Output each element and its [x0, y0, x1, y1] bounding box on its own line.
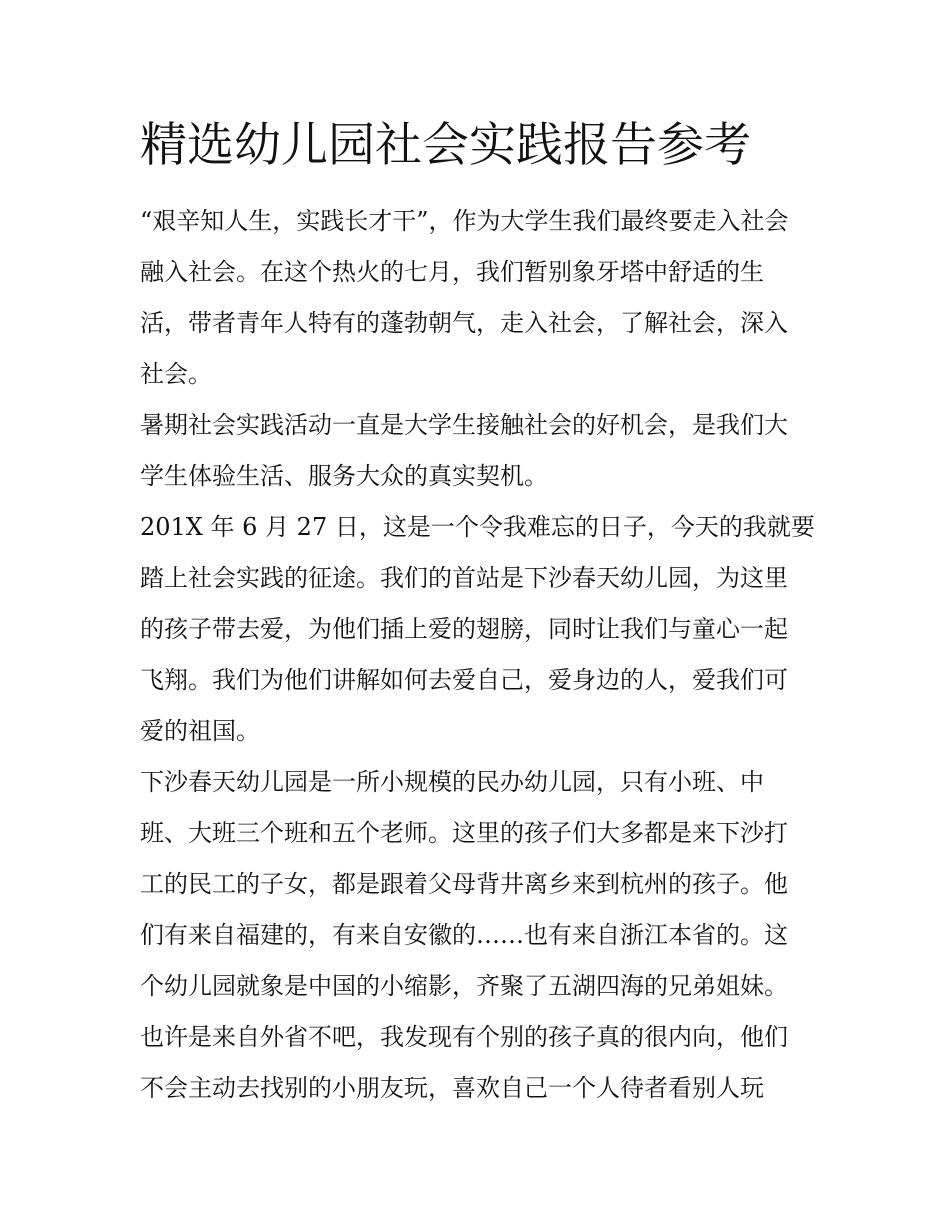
text-line: 爱的祖国。 [140, 717, 260, 745]
text-line: 学生体验生活、服务大众的真实契机。 [140, 462, 548, 490]
text-line: 们有来自福建的，有来自安徽的……也有来自浙江本省的。这 [140, 921, 788, 949]
text-line: “艰辛知人生，实践长才干”，作为大学生我们最终要走入社会 [140, 207, 789, 235]
text-line: 社会。 [140, 360, 212, 388]
text-line: 活，带者青年人特有的蓬勃朝气，走入社会，了解社会，深入 [140, 309, 788, 337]
text-line: 的孩子带去爱，为他们插上爱的翅膀，同时让我们与童心一起 [140, 615, 788, 643]
text-line: 下沙春天幼儿园是一所小规模的民办幼儿园，只有小班、中 [140, 768, 764, 796]
document-body [140, 196, 820, 1114]
text-line: 飞翔。我们为他们讲解如何去爱自己，爱身边的人，爱我们可 [140, 666, 788, 694]
text-line: 个幼儿园就象是中国的小缩影，齐聚了五湖四海的兄弟姐妹。 [140, 972, 788, 1000]
text-line: 融入社会。在这个热火的七月，我们暂别象牙塔中舒适的生 [140, 258, 764, 286]
text-line: 踏上社会实践的征途。我们的首站是下沙春天幼儿园，为这里 [140, 564, 788, 592]
text-line: 班、大班三个班和五个老师。这里的孩子们大多都是来下沙打 [140, 819, 788, 847]
text-line: 暑期社会实践活动一直是大学生接触社会的好机会，是我们大 [140, 411, 788, 439]
text-line: 201X 年 6 月 27 日，这是一个令我难忘的日子，今天的我就要 [140, 513, 815, 541]
document-title: 精选幼儿园社会实践报告参考 [140, 118, 751, 173]
text-line: 工的民工的子女，都是跟着父母背井离乡来到杭州的孩子。他 [140, 870, 788, 898]
text-line: 不会主动去找别的小朋友玩，喜欢自己一个人待者看别人玩 [140, 1074, 764, 1102]
text-line: 也许是来自外省不吧，我发现有个别的孩子真的很内向，他们 [140, 1023, 788, 1051]
